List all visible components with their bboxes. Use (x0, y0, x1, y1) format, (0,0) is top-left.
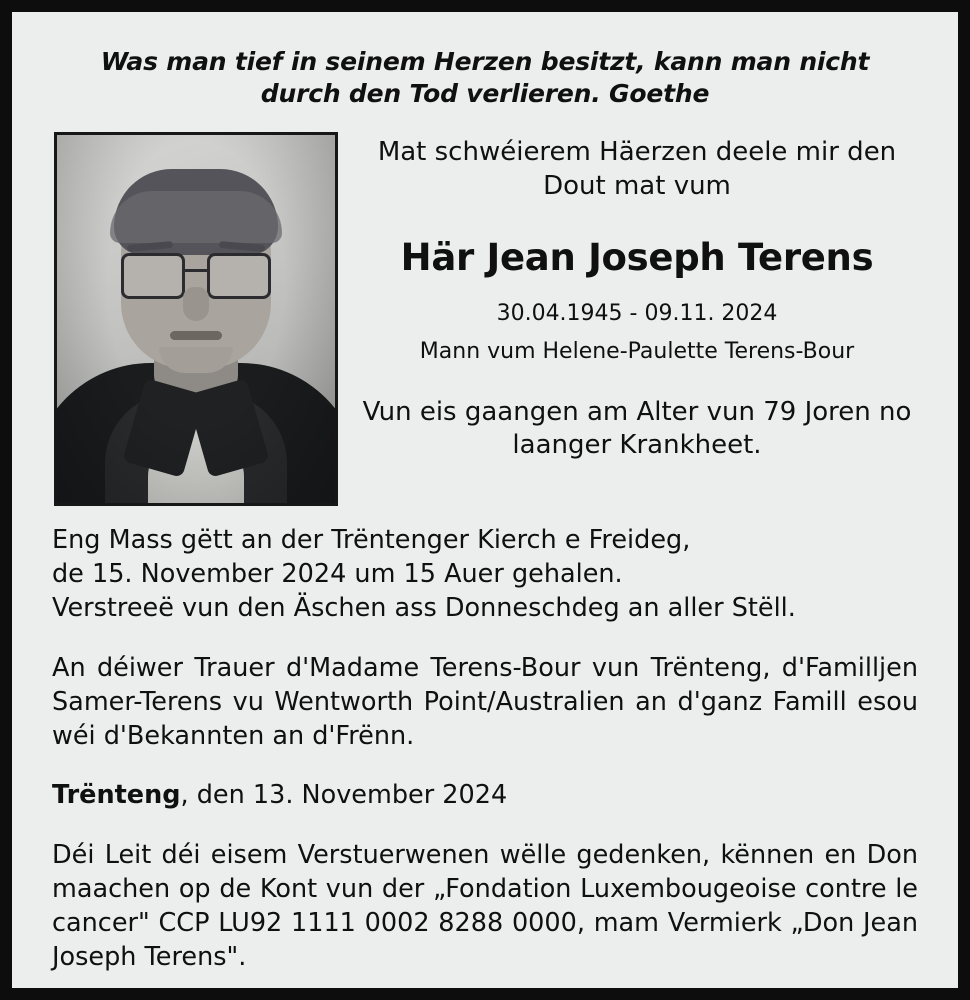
spouse-line: Mann vum Helene-Paulette Terens-Bour (419, 338, 855, 364)
portrait-vignette (57, 135, 335, 503)
portrait-container (52, 132, 342, 506)
donation-paragraph: Déi Leit déi eisem Verstuerwenen wëlle gedenken, kënnen en Don maachen op de Kont vun der „Fondation Luxembougeoise contre le cancer" CCP LU92 1111 0002 8288 0000, mam Vermierk „Don Jean Joseph Terens". (52, 840, 918, 973)
mass-line-1: Eng Mass gëtt an der Trëntenger Kierch e Freideg, (52, 525, 691, 555)
place-date: , den 13. November 2024 (180, 780, 508, 811)
mass-line-3: Verstreeë vun den Äschen ass Donneschdeg an aller Stëll. (52, 592, 796, 623)
mourners-paragraph: An déiwer Trauer d'Madame Terens-Bour vun Trënteng, d'Familljen Samer-Terens vu Wentworth Point/Australien an d'ganz Famill esou wéi d'Bekannten an d'Frënn. (52, 652, 918, 751)
place-name: Trënteng (52, 780, 181, 811)
portrait-and-intro-block (52, 132, 918, 506)
age-note: Vun eis gaangen am Alter vun 79 Joren no laanger Krankheet. (362, 396, 912, 461)
quote-text: Was man tief in seinem Herzen besitzt, kann man nicht durch den Tod verlieren. Goethe (100, 47, 870, 108)
deceased-details (342, 132, 918, 463)
place-and-date (52, 779, 918, 813)
obituary-card (12, 12, 958, 988)
portrait-photo (54, 132, 338, 506)
obituary-body (52, 524, 918, 975)
mass-line-2: de 15. November 2024 um 15 Auer gehalen. (52, 558, 623, 589)
mass-details (52, 524, 918, 626)
deceased-dates: 30.04.1945 - 09.11. 2024 (496, 300, 778, 326)
announcement-intro: Mat schwéierem Häerzen deele mir den Dout mat vum (377, 137, 897, 201)
deceased-name: Här Jean Joseph Terens (400, 235, 874, 279)
